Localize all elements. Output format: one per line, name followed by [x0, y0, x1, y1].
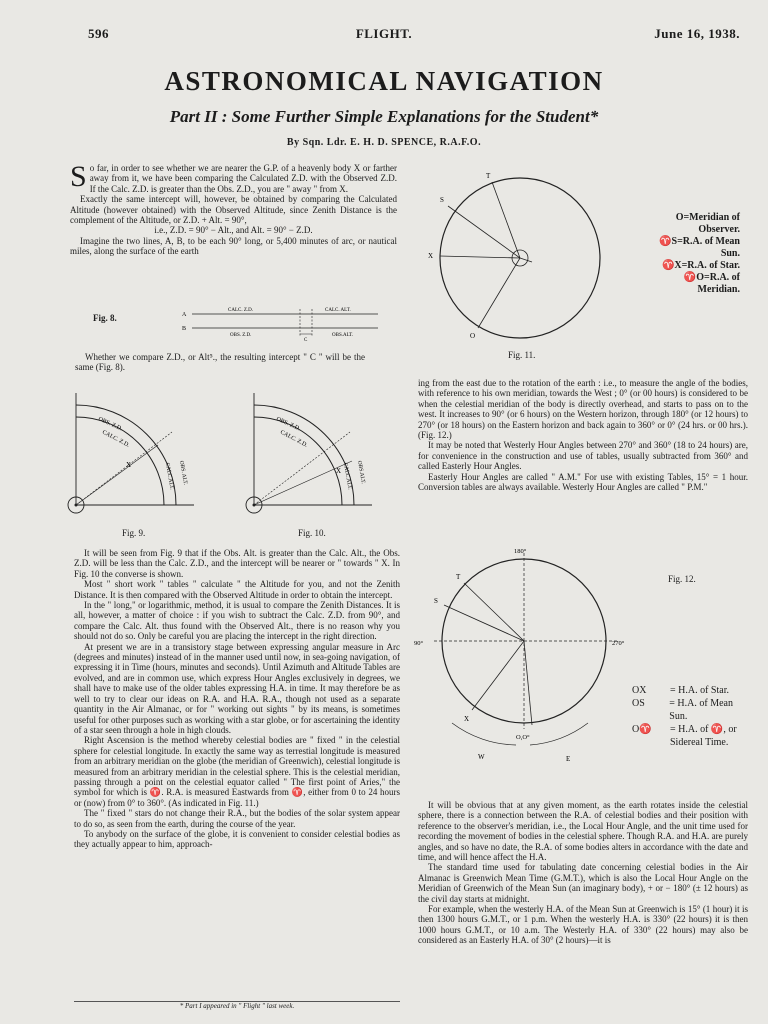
legend-row: [632, 684, 752, 697]
fig9-calc-alt: CALC.ALT.: [164, 462, 175, 491]
paragraph: Most " short work " tables " calculate " the Altitude for you, and not the Zenith Distance. It is then compared with the Observed Altitude in order to obtain the intercept.: [74, 579, 400, 600]
paragraph: The standard time used for tabulating date concerning celestial bodies in the Air Almanac is Greenwich Mean Time (G.M.T.), which is also the Local Hour Angle on the Meridian of Greenwich of the Mean Sun (an imaginary body), + or − 180° (± 12 hours) as the civil day starts at midnight.: [418, 862, 748, 904]
fig12-270: 270°: [612, 640, 625, 647]
fig9-obs-alt: OBS. ALT.: [178, 460, 189, 486]
fig10-obs-alt: OBS.ALT.: [356, 460, 366, 485]
fig11-o: O: [470, 332, 476, 340]
paragraph: The " fixed " stars do not change their R.A., but the bodies of the solar system appear to do so, as seen from the earth, during the course of the year.: [74, 808, 400, 829]
legend-key: [632, 736, 670, 749]
paragraph: Easterly Hour Angles are called " A.M." For use with existing Tables, 15° = 1 hour. Conversion tables are always available. Westerly Hour Angles are called " P.M.": [418, 471, 748, 493]
fig12-e: E: [566, 755, 571, 763]
legend-row: [632, 723, 752, 736]
legend-value: = H.A. of Star.: [670, 685, 729, 696]
fig8-obs-zd: OBS. Z.D.: [230, 333, 252, 338]
fig8-calc-alt: CALC. ALT.: [325, 308, 351, 313]
legend-value: Sidereal Time.: [670, 737, 729, 748]
fig9-x: X: [126, 461, 132, 469]
paragraph: To anybody on the surface of the globe, it is convenient to consider celestial bodies as they actually appear to him, approach-: [74, 828, 400, 850]
fig10-obs-zd: OBS. Z.D.: [275, 416, 302, 433]
footnote: * Part I appeared in " Flight " last week.: [179, 1002, 295, 1010]
fig8-label-b: B: [182, 326, 187, 332]
col1-fig8-text: [75, 352, 365, 373]
fig9-calc-zd: CALC. Z.D.: [101, 429, 131, 449]
magazine-name: FLIGHT.: [355, 26, 413, 41]
paragraph: It will be seen from Fig. 9 that if the Obs. Alt. is greater than the Calc. Alt., the Obs. Z.D. will be less than the Calc. Z.D., and the intercept will be nearer or " towards " X. In Fig. 10 the converse is shown.: [74, 548, 400, 579]
issue-date: June 16, 1938.: [654, 26, 740, 41]
page-number: 596: [88, 26, 109, 41]
paragraph: It may be noted that Westerly Hour Angles between 270° and 360° (18 to 24 hours) are, for convenience in the construction and use of tables, usually subtracted from 360° and called Easterly Hour Angles.: [418, 440, 748, 472]
drop-cap: S: [70, 160, 87, 193]
fig11-legend: [612, 212, 740, 296]
fig8-caption: Fig. 8.: [93, 313, 117, 323]
fig8-diagram: [180, 303, 380, 343]
paragraph: ing from the east due to the rotation of the earth : i.e., to measure the angle of the bodies, with reference to his own meridian, towards the West ; 0° (or 00 hours) is considered to be when the celestial meridian of the body is directly overhead, and starts to pass on to the west. It increases to 90° (or 6 hours) on the Western horizon, through 180° (or 12 hours) to 270° (or 18 hours) on the Eastern horizon and back again to 360° or 0° (24 hrs. or 00 hrs.). (Fig. 12.): [418, 378, 748, 441]
legend-value: = H.A. of Mean Sun.: [669, 698, 733, 722]
fig10-x: X: [336, 467, 342, 475]
paragraph: Exactly the same intercept will, however, be obtained by comparing the Calculated Altitude (however obtained) with the Observed Altitude, since Zenith Distance is the complement of the Altitude, or Z.D. + Alt. = 90°,: [70, 194, 397, 226]
paragraph: In the " long," or logarithmic, method, it is usual to compare the Zenith Distances. It is all, however, a matter of choice : if you wish to subtract the Calc. Z.D. from 90°, and compare the Calc. Alt. thus found with the Observed Alt., there is no reason why you should not do so. Only be careful you are placing the intercept in the right direction.: [74, 600, 400, 642]
paragraph: It will be obvious that at any given moment, as the earth rotates inside the celestial sphere, there is a connection between the R.A. of celestial bodies and their position with reference to the observer's meridian, i.e., the Local Hour Angle, and the unit time used for recording the movement of bodies in the celestial sphere. Though R.A. and H.A. are purely angles, and so have no date, the R.A. of some bodies alters in accordance with the date and time, and will hence affect the H.A.: [418, 800, 748, 863]
fig11-t: T: [486, 172, 491, 180]
fig9-caption: Fig. 9.: [122, 528, 146, 538]
legend-line: O=Meridian of: [675, 212, 740, 223]
fig8-c: C: [304, 338, 308, 343]
fig12-w: W: [478, 753, 485, 761]
article-subtitle: Part II : Some Further Simple Explanations for the Student*: [169, 107, 599, 126]
article-title: ASTRONOMICAL NAVIGATION: [164, 66, 604, 96]
legend-line: ♈O=R.A. of: [683, 272, 740, 283]
fig11-s: S: [440, 196, 444, 204]
fig10-diagram: [240, 385, 375, 530]
fig8-label-a: A: [182, 312, 187, 318]
fig12-diagram: [412, 545, 632, 785]
fig10-calc-zd: CALC. Z.D.: [279, 429, 309, 449]
paragraph: Whether we compare Z.D., or Alt⁵., the resulting intercept " C " will be the same (Fig. 8).: [75, 352, 365, 373]
fig11-diagram: [420, 168, 620, 348]
formula: i.e., Z.D. = 90° − Alt., and Alt. = 90° − Z.D.: [154, 225, 313, 236]
legend-value: = H.A. of ♈, or: [670, 724, 737, 735]
fig11-caption: Fig. 11.: [508, 350, 536, 360]
fig12-180: 180°: [514, 548, 527, 555]
fig10-calc-alt: CALC.ALT.: [342, 462, 353, 491]
fig12-o: O,O°: [516, 734, 530, 741]
legend-key: OS: [632, 698, 645, 709]
legend-line: Meridian.: [697, 284, 740, 295]
paragraph: At present we are in a transistory stage between expressing angular measure in Arc (degrees and minutes) instead of in the manner used until now, in sea-going navigation, of expressing it in Time (hours, minutes and seconds). Until Azimuth and Altitude Tables are evolved, and are in common use, which express Hour Angles exclusively in degrees, we shall have to make use of the older tables expressing H.A. in time. It may therefore be as well to try to clear our ideas on R.A. and H.A. R.A., though not used as a separate quantity in the Air Almanac, or for " working out sights " by its means, is sometimes useful for other purposes such as working with a star globe, or for ascertaining the identity of a star seen through a hole in high clouds.: [74, 641, 400, 735]
paragraph: Right Ascension is the method whereby celestial bodies are " fixed " in the celestial sphere for celestial longitude. In exactly the same way as terrestial longitude is measured from an arbitrary meridian on the globe (the meridian of Greenwich), celestial longitude is measured from an arbitrary meridian in the celestial sphere. This is the celestial meridian, passing through a point on the celestial equator called " The first point of Aries," the symbol for which is ♈. R.A. is measured Eastwards from ♈, either from 0 to 24 hours or (now) from 0° to 360°. (As indicated in Fig. 11.): [74, 735, 400, 808]
fig12-caption: Fig. 12.: [668, 574, 696, 584]
fig9-diagram: [62, 385, 197, 530]
fig12-90: 90°: [414, 640, 424, 647]
paragraph: Imagine the two lines, A, B, to be each 90° long, or 5,400 minutes of arc, or nautical miles, along the surface of the earth: [70, 235, 397, 257]
col2-bottom-text: [418, 800, 748, 946]
col1-top-text: [70, 160, 397, 257]
legend-key: O♈: [632, 724, 652, 735]
fig8-obs-alt: OBS.ALT.: [332, 333, 354, 338]
legend-line: ♈S=R.A. of Mean: [659, 236, 740, 247]
legend-line: Observer.: [698, 224, 740, 235]
fig12-x: X: [464, 715, 470, 723]
fig8-calc-zd: CALC. Z.D.: [228, 308, 253, 313]
legend-key: OX: [632, 685, 647, 696]
fig10-caption: Fig. 10.: [298, 528, 326, 538]
fig12-t: T: [456, 573, 461, 581]
col2-mid-text: [418, 378, 748, 492]
paragraph: For example, when the westerly H.A. of the Mean Sun at Greenwich is 15° (1 hour) it is then 1300 hours G.M.T., or 1 p.m. When the westerly H.A. is 330° (22 hours) it is then 1000 hours G.M.T., or 10 a.m. The Westerly H.A. of 330° (22 hours) may also be considered as an Easterly H.A. of 30° (2 hours)—it is: [418, 904, 748, 946]
paragraph: o far, in order to see whether we are nearer the G.P. of a heavenly body X or farther away from it, we have been comparing the Calculated Z.D. with the Observed Z.D. If the Calc. Z.D. is greater than the Obs. Z.D., you are " away " from X.: [89, 163, 397, 194]
legend-row: [632, 697, 752, 723]
fig12-legend: [632, 684, 752, 749]
legend-line: ♈X=R.A. of Star.: [661, 260, 740, 271]
fig11-x: X: [428, 252, 434, 260]
fig12-s: S: [434, 597, 438, 605]
legend-row: [632, 736, 752, 749]
legend-line: Sun.: [720, 248, 740, 259]
col1-bottom-text: [74, 548, 400, 850]
article-byline: By Sqn. Ldr. E. H. D. SPENCE, R.A.F.O.: [286, 137, 482, 148]
fig9-obs-zd: OBS. Z.D.: [97, 416, 124, 433]
